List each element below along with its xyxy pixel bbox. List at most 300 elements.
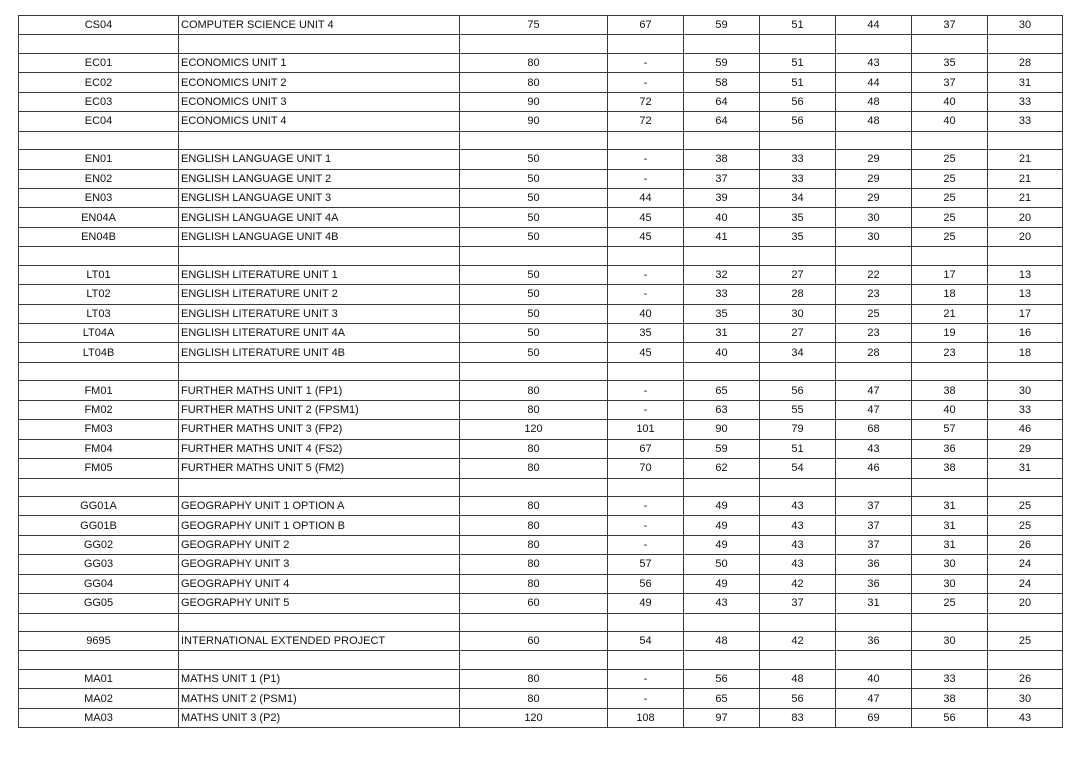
max-mark-cell: 80 bbox=[460, 516, 608, 535]
boundary-mark-cell: 25 bbox=[912, 150, 988, 169]
boundary-mark-cell: - bbox=[608, 516, 684, 535]
empty-cell bbox=[912, 247, 988, 265]
table-row bbox=[19, 381, 1063, 400]
unit-code-cell: EN03 bbox=[19, 188, 179, 207]
boundary-mark-cell: 27 bbox=[760, 265, 836, 284]
boundary-mark-cell: 43 bbox=[836, 53, 912, 72]
boundary-mark-cell: 59 bbox=[684, 16, 760, 35]
unit-title-cell: ENGLISH LANGUAGE UNIT 2 bbox=[179, 169, 460, 188]
boundary-mark-cell: 44 bbox=[836, 16, 912, 35]
boundary-mark-cell: 48 bbox=[836, 112, 912, 131]
boundary-mark-cell: 27 bbox=[760, 324, 836, 343]
boundary-mark-cell: 40 bbox=[684, 208, 760, 227]
boundary-mark-cell: 108 bbox=[608, 708, 684, 727]
unit-title-cell: FURTHER MATHS UNIT 2 (FPSM1) bbox=[179, 400, 460, 419]
boundary-mark-cell: 46 bbox=[988, 420, 1063, 439]
empty-cell bbox=[179, 651, 460, 669]
empty-cell bbox=[912, 651, 988, 669]
boundary-mark-cell: 31 bbox=[684, 324, 760, 343]
boundary-mark-cell: 39 bbox=[684, 188, 760, 207]
max-mark-cell: 80 bbox=[460, 496, 608, 515]
boundary-mark-cell: 51 bbox=[760, 73, 836, 92]
unit-code-cell: EC02 bbox=[19, 73, 179, 92]
max-mark-cell: 80 bbox=[460, 535, 608, 554]
max-mark-cell: 80 bbox=[460, 73, 608, 92]
boundary-mark-cell: 30 bbox=[912, 574, 988, 593]
table-row bbox=[19, 16, 1063, 35]
unit-code-cell: EC01 bbox=[19, 53, 179, 72]
boundary-mark-cell: 63 bbox=[684, 400, 760, 419]
boundary-mark-cell: 37 bbox=[836, 535, 912, 554]
table-row bbox=[19, 459, 1063, 478]
max-mark-cell: 50 bbox=[460, 265, 608, 284]
empty-cell bbox=[760, 613, 836, 631]
empty-cell bbox=[19, 131, 179, 149]
boundary-mark-cell: 69 bbox=[836, 708, 912, 727]
boundary-mark-cell: 31 bbox=[912, 496, 988, 515]
boundary-mark-cell: 25 bbox=[912, 227, 988, 246]
unit-code-cell: MA02 bbox=[19, 689, 179, 708]
unit-code-cell: 9695 bbox=[19, 632, 179, 651]
boundary-mark-cell: 24 bbox=[988, 574, 1063, 593]
boundary-mark-cell: 56 bbox=[760, 689, 836, 708]
boundary-mark-cell: 23 bbox=[836, 285, 912, 304]
unit-title-cell: ENGLISH LITERATURE UNIT 1 bbox=[179, 265, 460, 284]
boundary-mark-cell: 20 bbox=[988, 227, 1063, 246]
boundary-mark-cell: 30 bbox=[836, 208, 912, 227]
unit-title-cell: FURTHER MATHS UNIT 1 (FP1) bbox=[179, 381, 460, 400]
unit-title-cell: GEOGRAPHY UNIT 3 bbox=[179, 555, 460, 574]
empty-cell bbox=[684, 613, 760, 631]
boundary-mark-cell: 46 bbox=[836, 459, 912, 478]
unit-title-cell: COMPUTER SCIENCE UNIT 4 bbox=[179, 16, 460, 35]
empty-cell bbox=[179, 362, 460, 380]
boundary-mark-cell: 56 bbox=[912, 708, 988, 727]
max-mark-cell: 50 bbox=[460, 304, 608, 323]
empty-cell bbox=[608, 651, 684, 669]
empty-cell bbox=[836, 247, 912, 265]
page-bottom-margin bbox=[0, 734, 1080, 764]
boundary-mark-cell: 59 bbox=[684, 439, 760, 458]
unit-title-cell: ENGLISH LANGUAGE UNIT 4B bbox=[179, 227, 460, 246]
boundary-mark-cell: - bbox=[608, 669, 684, 688]
boundary-mark-cell: 68 bbox=[836, 420, 912, 439]
empty-cell bbox=[684, 131, 760, 149]
empty-cell bbox=[760, 35, 836, 53]
boundary-mark-cell: 57 bbox=[912, 420, 988, 439]
table-row bbox=[19, 689, 1063, 708]
boundary-mark-cell: 45 bbox=[608, 208, 684, 227]
boundary-mark-cell: 49 bbox=[684, 535, 760, 554]
boundary-mark-cell: 101 bbox=[608, 420, 684, 439]
unit-code-cell: GG03 bbox=[19, 555, 179, 574]
boundary-mark-cell: 40 bbox=[912, 400, 988, 419]
empty-cell bbox=[460, 478, 608, 496]
empty-cell bbox=[19, 651, 179, 669]
boundary-mark-cell: 36 bbox=[836, 555, 912, 574]
max-mark-cell: 80 bbox=[460, 555, 608, 574]
empty-cell bbox=[179, 613, 460, 631]
boundary-mark-cell: 31 bbox=[988, 459, 1063, 478]
boundary-mark-cell: 25 bbox=[912, 594, 988, 613]
max-mark-cell: 60 bbox=[460, 632, 608, 651]
table-row bbox=[19, 343, 1063, 362]
boundary-mark-cell: 37 bbox=[836, 516, 912, 535]
unit-code-cell: GG01A bbox=[19, 496, 179, 515]
empty-cell bbox=[988, 362, 1063, 380]
unit-code-cell: EC04 bbox=[19, 112, 179, 131]
table-row bbox=[19, 632, 1063, 651]
max-mark-cell: 50 bbox=[460, 285, 608, 304]
boundary-mark-cell: 64 bbox=[684, 112, 760, 131]
boundary-mark-cell: 34 bbox=[760, 343, 836, 362]
empty-cell bbox=[19, 478, 179, 496]
grade-boundaries-sheet bbox=[18, 15, 1063, 728]
unit-title-cell: ECONOMICS UNIT 4 bbox=[179, 112, 460, 131]
empty-cell bbox=[836, 651, 912, 669]
boundary-mark-cell: - bbox=[608, 73, 684, 92]
boundary-mark-cell: 51 bbox=[760, 439, 836, 458]
boundary-mark-cell: 26 bbox=[988, 669, 1063, 688]
unit-code-cell: EN04B bbox=[19, 227, 179, 246]
unit-title-cell: FURTHER MATHS UNIT 3 (FP2) bbox=[179, 420, 460, 439]
spacer-row bbox=[19, 478, 1063, 496]
unit-code-cell: LT01 bbox=[19, 265, 179, 284]
boundary-mark-cell: 56 bbox=[608, 574, 684, 593]
boundary-mark-cell: 18 bbox=[912, 285, 988, 304]
boundary-mark-cell: 33 bbox=[684, 285, 760, 304]
unit-code-cell: EC03 bbox=[19, 92, 179, 111]
max-mark-cell: 80 bbox=[460, 381, 608, 400]
boundary-mark-cell: 34 bbox=[760, 188, 836, 207]
boundary-mark-cell: 20 bbox=[988, 594, 1063, 613]
grade-boundaries-table bbox=[18, 15, 1063, 728]
table-row bbox=[19, 208, 1063, 227]
boundary-mark-cell: 35 bbox=[684, 304, 760, 323]
boundary-mark-cell: 64 bbox=[684, 92, 760, 111]
empty-cell bbox=[460, 362, 608, 380]
boundary-mark-cell: 25 bbox=[988, 632, 1063, 651]
boundary-mark-cell: 44 bbox=[608, 188, 684, 207]
boundary-mark-cell: 51 bbox=[760, 16, 836, 35]
boundary-mark-cell: 43 bbox=[760, 535, 836, 554]
table-body bbox=[19, 16, 1063, 728]
empty-cell bbox=[608, 613, 684, 631]
table-row bbox=[19, 92, 1063, 111]
boundary-mark-cell: 38 bbox=[912, 381, 988, 400]
boundary-mark-cell: 43 bbox=[760, 555, 836, 574]
boundary-mark-cell: 35 bbox=[912, 53, 988, 72]
boundary-mark-cell: 29 bbox=[836, 188, 912, 207]
spacer-row bbox=[19, 613, 1063, 631]
boundary-mark-cell: 40 bbox=[608, 304, 684, 323]
boundary-mark-cell: - bbox=[608, 265, 684, 284]
boundary-mark-cell: 35 bbox=[760, 227, 836, 246]
boundary-mark-cell: 55 bbox=[760, 400, 836, 419]
max-mark-cell: 80 bbox=[460, 459, 608, 478]
empty-cell bbox=[460, 247, 608, 265]
boundary-mark-cell: 42 bbox=[760, 574, 836, 593]
empty-cell bbox=[988, 651, 1063, 669]
empty-cell bbox=[988, 131, 1063, 149]
boundary-mark-cell: 97 bbox=[684, 708, 760, 727]
boundary-mark-cell: 49 bbox=[608, 594, 684, 613]
table-row bbox=[19, 555, 1063, 574]
max-mark-cell: 90 bbox=[460, 92, 608, 111]
empty-cell bbox=[836, 478, 912, 496]
empty-cell bbox=[460, 613, 608, 631]
unit-code-cell: GG02 bbox=[19, 535, 179, 554]
boundary-mark-cell: 28 bbox=[836, 343, 912, 362]
boundary-mark-cell: 24 bbox=[988, 555, 1063, 574]
table-row bbox=[19, 53, 1063, 72]
boundary-mark-cell: 30 bbox=[760, 304, 836, 323]
boundary-mark-cell: 48 bbox=[836, 92, 912, 111]
boundary-mark-cell: 21 bbox=[988, 169, 1063, 188]
boundary-mark-cell: 45 bbox=[608, 227, 684, 246]
boundary-mark-cell: - bbox=[608, 400, 684, 419]
boundary-mark-cell: 33 bbox=[912, 669, 988, 688]
unit-title-cell: ECONOMICS UNIT 2 bbox=[179, 73, 460, 92]
max-mark-cell: 80 bbox=[460, 689, 608, 708]
table-row bbox=[19, 669, 1063, 688]
boundary-mark-cell: 23 bbox=[912, 343, 988, 362]
boundary-mark-cell: 33 bbox=[760, 150, 836, 169]
empty-cell bbox=[684, 35, 760, 53]
boundary-mark-cell: 33 bbox=[988, 92, 1063, 111]
empty-cell bbox=[912, 35, 988, 53]
table-row bbox=[19, 574, 1063, 593]
max-mark-cell: 50 bbox=[460, 343, 608, 362]
unit-code-cell: FM02 bbox=[19, 400, 179, 419]
unit-code-cell: GG01B bbox=[19, 516, 179, 535]
boundary-mark-cell: 36 bbox=[912, 439, 988, 458]
boundary-mark-cell: 72 bbox=[608, 92, 684, 111]
boundary-mark-cell: - bbox=[608, 496, 684, 515]
spacer-row bbox=[19, 131, 1063, 149]
boundary-mark-cell: 37 bbox=[836, 496, 912, 515]
boundary-mark-cell: 38 bbox=[912, 689, 988, 708]
unit-code-cell: LT04A bbox=[19, 324, 179, 343]
table-row bbox=[19, 150, 1063, 169]
max-mark-cell: 120 bbox=[460, 708, 608, 727]
boundary-mark-cell: - bbox=[608, 285, 684, 304]
empty-cell bbox=[684, 247, 760, 265]
boundary-mark-cell: 37 bbox=[912, 73, 988, 92]
boundary-mark-cell: 25 bbox=[912, 188, 988, 207]
boundary-mark-cell: 36 bbox=[836, 632, 912, 651]
boundary-mark-cell: 58 bbox=[684, 73, 760, 92]
empty-cell bbox=[684, 362, 760, 380]
unit-title-cell: ECONOMICS UNIT 1 bbox=[179, 53, 460, 72]
empty-cell bbox=[760, 478, 836, 496]
empty-cell bbox=[608, 478, 684, 496]
empty-cell bbox=[460, 131, 608, 149]
table-row bbox=[19, 439, 1063, 458]
boundary-mark-cell: 30 bbox=[912, 632, 988, 651]
empty-cell bbox=[760, 651, 836, 669]
boundary-mark-cell: 56 bbox=[684, 669, 760, 688]
empty-cell bbox=[19, 613, 179, 631]
boundary-mark-cell: - bbox=[608, 689, 684, 708]
unit-code-cell: MA03 bbox=[19, 708, 179, 727]
unit-title-cell: ENGLISH LITERATURE UNIT 2 bbox=[179, 285, 460, 304]
boundary-mark-cell: - bbox=[608, 150, 684, 169]
boundary-mark-cell: 30 bbox=[988, 16, 1063, 35]
boundary-mark-cell: 43 bbox=[760, 516, 836, 535]
empty-cell bbox=[19, 247, 179, 265]
boundary-mark-cell: 42 bbox=[760, 632, 836, 651]
empty-cell bbox=[179, 247, 460, 265]
boundary-mark-cell: 29 bbox=[988, 439, 1063, 458]
boundary-mark-cell: 20 bbox=[988, 208, 1063, 227]
boundary-mark-cell: 41 bbox=[684, 227, 760, 246]
max-mark-cell: 90 bbox=[460, 112, 608, 131]
boundary-mark-cell: 49 bbox=[684, 496, 760, 515]
unit-code-cell: FM01 bbox=[19, 381, 179, 400]
boundary-mark-cell: 59 bbox=[684, 53, 760, 72]
boundary-mark-cell: 35 bbox=[760, 208, 836, 227]
boundary-mark-cell: 48 bbox=[684, 632, 760, 651]
boundary-mark-cell: 70 bbox=[608, 459, 684, 478]
boundary-mark-cell: 79 bbox=[760, 420, 836, 439]
boundary-mark-cell: 17 bbox=[912, 265, 988, 284]
unit-title-cell: MATHS UNIT 3 (P2) bbox=[179, 708, 460, 727]
boundary-mark-cell: 30 bbox=[836, 227, 912, 246]
empty-cell bbox=[836, 362, 912, 380]
empty-cell bbox=[608, 247, 684, 265]
boundary-mark-cell: 49 bbox=[684, 516, 760, 535]
boundary-mark-cell: 67 bbox=[608, 16, 684, 35]
boundary-mark-cell: 21 bbox=[988, 188, 1063, 207]
max-mark-cell: 50 bbox=[460, 208, 608, 227]
unit-code-cell: LT02 bbox=[19, 285, 179, 304]
boundary-mark-cell: 21 bbox=[912, 304, 988, 323]
table-row bbox=[19, 285, 1063, 304]
unit-code-cell: LT03 bbox=[19, 304, 179, 323]
empty-cell bbox=[684, 478, 760, 496]
boundary-mark-cell: 25 bbox=[912, 169, 988, 188]
boundary-mark-cell: 90 bbox=[684, 420, 760, 439]
max-mark-cell: 75 bbox=[460, 16, 608, 35]
boundary-mark-cell: 43 bbox=[988, 708, 1063, 727]
unit-title-cell: ENGLISH LANGUAGE UNIT 1 bbox=[179, 150, 460, 169]
unit-title-cell: ENGLISH LITERATURE UNIT 3 bbox=[179, 304, 460, 323]
max-mark-cell: 50 bbox=[460, 227, 608, 246]
boundary-mark-cell: 33 bbox=[988, 112, 1063, 131]
boundary-mark-cell: 54 bbox=[760, 459, 836, 478]
boundary-mark-cell: 26 bbox=[988, 535, 1063, 554]
boundary-mark-cell: 37 bbox=[684, 169, 760, 188]
boundary-mark-cell: 43 bbox=[760, 496, 836, 515]
boundary-mark-cell: 25 bbox=[912, 208, 988, 227]
empty-cell bbox=[912, 362, 988, 380]
boundary-mark-cell: 43 bbox=[836, 439, 912, 458]
table-row bbox=[19, 188, 1063, 207]
boundary-mark-cell: 37 bbox=[912, 16, 988, 35]
boundary-mark-cell: 51 bbox=[760, 53, 836, 72]
table-row bbox=[19, 594, 1063, 613]
boundary-mark-cell: 25 bbox=[836, 304, 912, 323]
boundary-mark-cell: 30 bbox=[912, 555, 988, 574]
max-mark-cell: 80 bbox=[460, 53, 608, 72]
empty-cell bbox=[912, 131, 988, 149]
unit-code-cell: MA01 bbox=[19, 669, 179, 688]
max-mark-cell: 50 bbox=[460, 169, 608, 188]
boundary-mark-cell: 56 bbox=[760, 92, 836, 111]
unit-code-cell: GG05 bbox=[19, 594, 179, 613]
empty-cell bbox=[912, 478, 988, 496]
boundary-mark-cell: 23 bbox=[836, 324, 912, 343]
table-row bbox=[19, 420, 1063, 439]
empty-cell bbox=[19, 35, 179, 53]
boundary-mark-cell: - bbox=[608, 169, 684, 188]
boundary-mark-cell: 47 bbox=[836, 381, 912, 400]
empty-cell bbox=[460, 651, 608, 669]
boundary-mark-cell: 28 bbox=[988, 53, 1063, 72]
max-mark-cell: 80 bbox=[460, 439, 608, 458]
empty-cell bbox=[684, 651, 760, 669]
max-mark-cell: 80 bbox=[460, 400, 608, 419]
empty-cell bbox=[912, 613, 988, 631]
unit-code-cell: FM03 bbox=[19, 420, 179, 439]
table-row bbox=[19, 304, 1063, 323]
boundary-mark-cell: 29 bbox=[836, 169, 912, 188]
table-row bbox=[19, 535, 1063, 554]
empty-cell bbox=[179, 131, 460, 149]
empty-cell bbox=[760, 362, 836, 380]
boundary-mark-cell: 83 bbox=[760, 708, 836, 727]
unit-code-cell: EN01 bbox=[19, 150, 179, 169]
unit-title-cell: ENGLISH LANGUAGE UNIT 3 bbox=[179, 188, 460, 207]
boundary-mark-cell: 28 bbox=[760, 285, 836, 304]
boundary-mark-cell: 65 bbox=[684, 689, 760, 708]
empty-cell bbox=[460, 35, 608, 53]
boundary-mark-cell: 48 bbox=[760, 669, 836, 688]
boundary-mark-cell: 37 bbox=[760, 594, 836, 613]
boundary-mark-cell: 44 bbox=[836, 73, 912, 92]
unit-title-cell: INTERNATIONAL EXTENDED PROJECT bbox=[179, 632, 460, 651]
empty-cell bbox=[760, 247, 836, 265]
unit-title-cell: ECONOMICS UNIT 3 bbox=[179, 92, 460, 111]
boundary-mark-cell: 49 bbox=[684, 574, 760, 593]
empty-cell bbox=[836, 131, 912, 149]
empty-cell bbox=[179, 35, 460, 53]
empty-cell bbox=[179, 478, 460, 496]
boundary-mark-cell: 72 bbox=[608, 112, 684, 131]
spacer-row bbox=[19, 362, 1063, 380]
unit-title-cell: GEOGRAPHY UNIT 5 bbox=[179, 594, 460, 613]
empty-cell bbox=[988, 35, 1063, 53]
table-row bbox=[19, 324, 1063, 343]
spacer-row bbox=[19, 651, 1063, 669]
empty-cell bbox=[988, 613, 1063, 631]
boundary-mark-cell: 36 bbox=[836, 574, 912, 593]
boundary-mark-cell: 29 bbox=[836, 150, 912, 169]
boundary-mark-cell: 38 bbox=[912, 459, 988, 478]
unit-title-cell: GEOGRAPHY UNIT 1 OPTION B bbox=[179, 516, 460, 535]
boundary-mark-cell: 50 bbox=[684, 555, 760, 574]
unit-title-cell: FURTHER MATHS UNIT 5 (FM2) bbox=[179, 459, 460, 478]
boundary-mark-cell: 54 bbox=[608, 632, 684, 651]
boundary-mark-cell: 16 bbox=[988, 324, 1063, 343]
boundary-mark-cell: 40 bbox=[912, 92, 988, 111]
empty-cell bbox=[988, 247, 1063, 265]
boundary-mark-cell: 57 bbox=[608, 555, 684, 574]
boundary-mark-cell: 56 bbox=[760, 381, 836, 400]
empty-cell bbox=[608, 35, 684, 53]
empty-cell bbox=[19, 362, 179, 380]
